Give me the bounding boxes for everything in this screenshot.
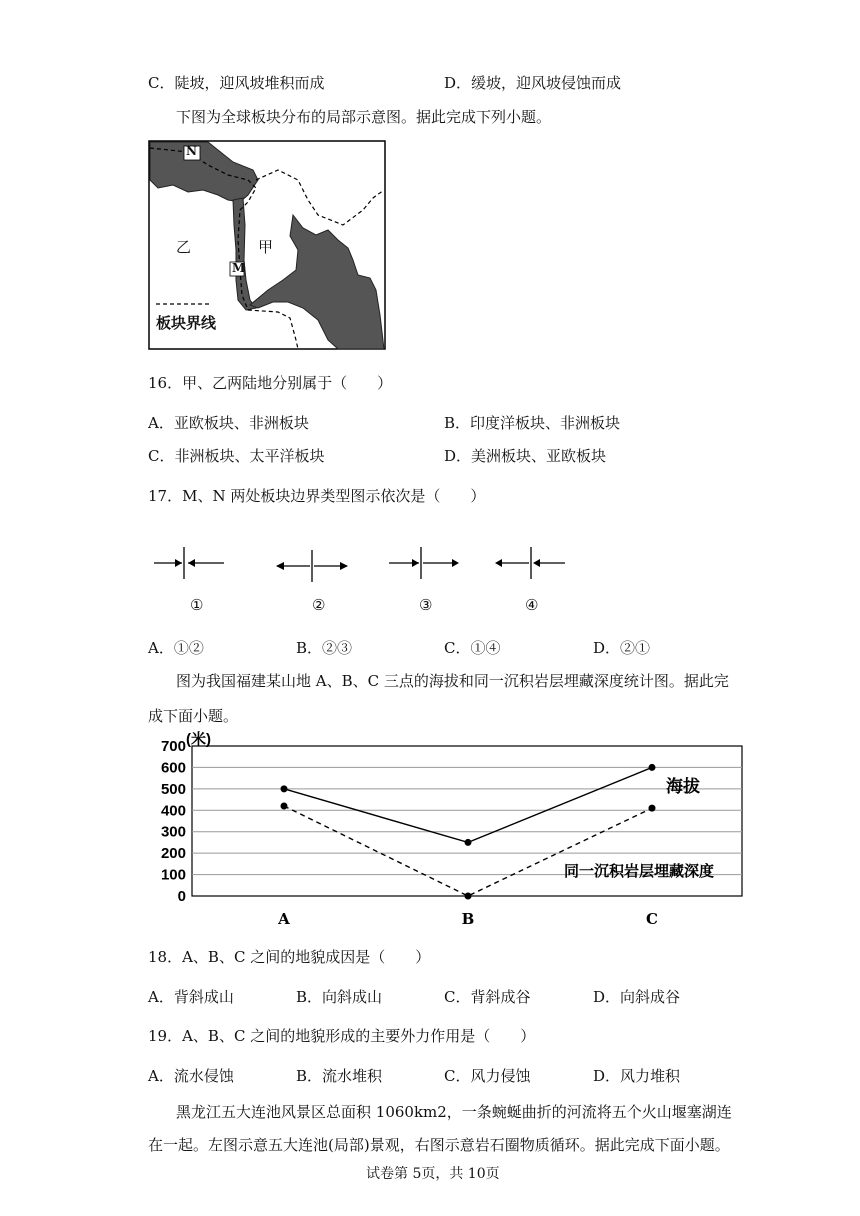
y-tick-label: 400 xyxy=(160,802,186,820)
map-label-n: N xyxy=(186,144,197,158)
y-tick-label: 0 xyxy=(177,888,186,905)
q16-option-d: D．美洲板块、亚欧板块 xyxy=(444,447,607,465)
diagram-1-convergent xyxy=(152,545,226,581)
chart-svg xyxy=(140,728,750,928)
y-tick-label: 200 xyxy=(160,845,186,863)
map-legend-text: 板块界线 xyxy=(156,314,217,332)
q17-option-b: B．②③ xyxy=(296,639,353,657)
x-tick-label: B xyxy=(461,910,475,928)
intro-chart-line1: 图为我国福建某山地 A、B、C 三点的海拔和同一沉积岩层埋藏深度统计图。据此完 xyxy=(176,672,729,690)
intro-wudalianchi-line2: 在一起。左图示意五大连池(局部)景观，右图示意岩石圈物质循环。据此完成下面小题。 xyxy=(148,1136,730,1154)
q16-stem: 16．甲、乙两陆地分别属于（ ） xyxy=(148,374,393,392)
data-point xyxy=(649,805,656,812)
q17-option-c: C．①④ xyxy=(444,639,501,657)
page-footer: 试卷第 5页，共 10页 xyxy=(366,1166,500,1182)
q19-option-d: D．风力堆积 xyxy=(593,1067,681,1085)
q19-option-b: B．流水堆积 xyxy=(296,1067,383,1085)
q19-option-c: C．风力侵蚀 xyxy=(444,1067,531,1085)
data-point xyxy=(281,785,288,792)
q15-option-c: C．陡坡，迎风坡堆积而成 xyxy=(148,74,325,92)
y-tick-label: 700 xyxy=(160,738,186,755)
map-label-m: M xyxy=(232,261,246,275)
elevation-depth-chart xyxy=(140,728,750,928)
y-tick-label: 500 xyxy=(160,780,186,798)
diagram-label-3: ③ xyxy=(419,596,433,614)
x-tick-label: C xyxy=(646,910,658,928)
q18-option-a: A．背斜成山 xyxy=(148,988,234,1006)
x-tick-label: A xyxy=(278,910,290,928)
q19-stem: 19．A、B、C 之间的地貌形成的主要外力作用是（ ） xyxy=(148,1027,536,1045)
data-point xyxy=(281,803,288,810)
q16-option-c: C．非洲板块、太平洋板块 xyxy=(148,447,325,465)
data-point xyxy=(465,839,472,846)
q18-option-c: C．背斜成谷 xyxy=(444,988,531,1006)
q16-option-b: B．印度洋板块、非洲板块 xyxy=(444,414,621,432)
y-tick-label: 600 xyxy=(160,759,186,777)
y-tick-label: 300 xyxy=(160,823,186,841)
diagram-label-2: ② xyxy=(312,596,326,614)
intro-chart-line2: 成下面小题。 xyxy=(148,707,239,725)
intro-wudalianchi-line1: 黑龙江五大连池风景区总面积 1060km2，一条蜿蜒曲折的河流将五个火山堰塞湖连 xyxy=(176,1103,732,1121)
diagram-label-1: ① xyxy=(190,596,204,614)
data-point xyxy=(465,893,472,900)
diagram-label-4: ④ xyxy=(525,596,539,614)
q16-option-a: A．亚欧板块、非洲板块 xyxy=(148,414,309,432)
plate-map xyxy=(148,140,386,350)
y-axis-label: (米) xyxy=(186,731,211,748)
map-label-yi: 乙 xyxy=(176,238,192,256)
map-label-jia: 甲 xyxy=(258,238,274,256)
diagram-3-right-arrows xyxy=(387,545,461,581)
q15-option-d: D．缓坡，迎风坡侵蚀而成 xyxy=(444,74,622,92)
q17-stem: 17．M、N 两处板块边界类型图示依次是（ ） xyxy=(148,487,486,505)
y-tick-label: 100 xyxy=(160,866,186,884)
q19-option-a: A．流水侵蚀 xyxy=(148,1067,234,1085)
q18-stem: 18．A、B、C 之间的地貌成因是（ ） xyxy=(148,948,431,966)
diagram-4-left-arrows xyxy=(493,545,567,581)
q18-option-b: B．向斜成山 xyxy=(296,988,383,1006)
q17-option-a: A．①② xyxy=(148,639,204,657)
series-label-depth: 同一沉积岩层埋藏深度 xyxy=(564,862,715,880)
intro-plates: 下图为全球板块分布的局部示意图。据此完成下列小题。 xyxy=(176,108,552,126)
q17-option-d: D．②① xyxy=(593,639,651,657)
diagram-2-divergent xyxy=(274,548,350,584)
q18-option-d: D．向斜成谷 xyxy=(593,988,681,1006)
series-label-elevation: 海拔 xyxy=(666,777,700,797)
data-point xyxy=(649,764,656,771)
